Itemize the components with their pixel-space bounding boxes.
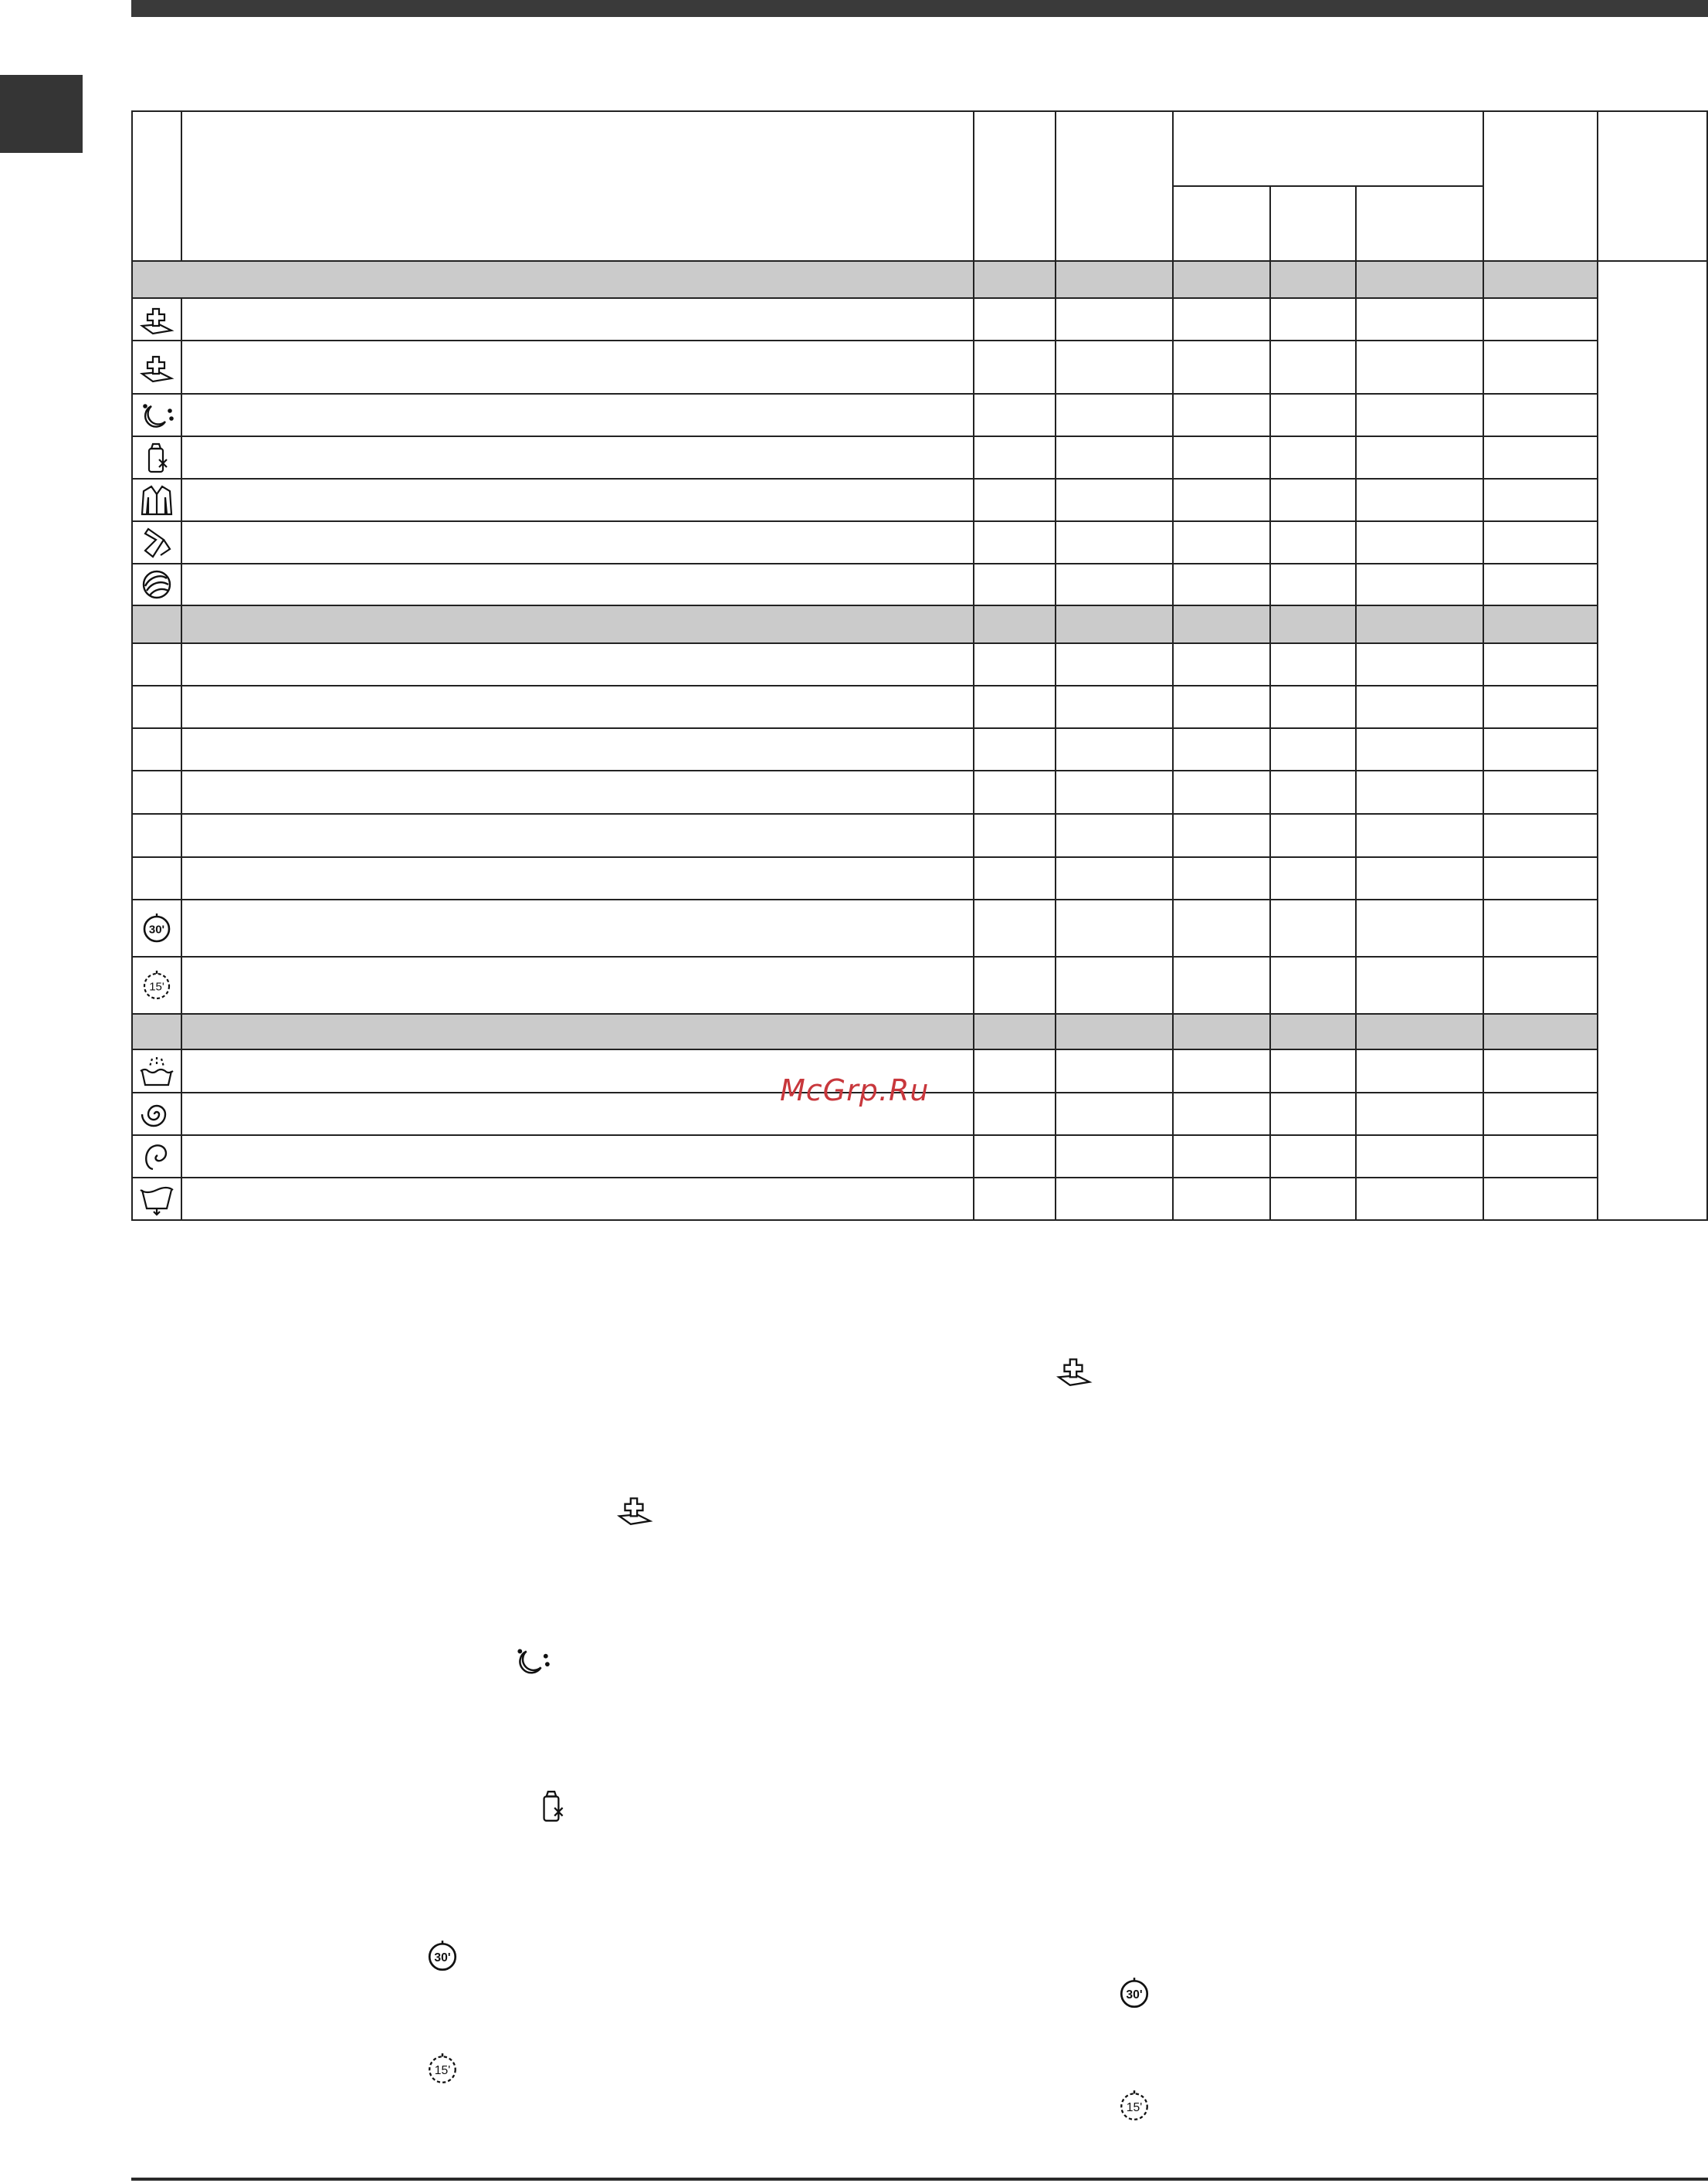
timer-30-icon [422, 1938, 463, 1978]
timer-15-icon [422, 2051, 463, 2090]
baby-bottle-icon [133, 437, 181, 478]
section-band-2 [131, 606, 1597, 643]
drain-basin-icon [133, 1178, 181, 1219]
section-band-3 [131, 1014, 1597, 1049]
wool-icon [133, 564, 181, 605]
rinse-basin-icon [133, 1050, 181, 1092]
cross-cloth-icon [614, 1492, 656, 1531]
header-bar [131, 0, 1708, 17]
timer-30-label: 30' [148, 923, 165, 937]
shirt-icon [133, 480, 181, 520]
svg-text:30': 30' [434, 1951, 451, 1964]
watermark: McGrp.Ru [780, 1073, 930, 1107]
timer-30-icon [133, 900, 181, 956]
night-moon-icon [133, 395, 181, 436]
language-tab [0, 75, 83, 153]
svg-text:15': 15' [1126, 2100, 1143, 2114]
section-band-1 [131, 262, 1597, 297]
drain-spin-icon [133, 1136, 181, 1177]
cross-cloth-icon [133, 299, 181, 340]
svg-text:15': 15' [434, 2063, 451, 2077]
spin-spiral-icon [133, 1093, 181, 1134]
timer-15-label: 15' [149, 980, 164, 994]
night-moon-icon [511, 1643, 553, 1683]
timer-15-icon [133, 958, 181, 1013]
timer-15-icon [1113, 2088, 1155, 2127]
baby-bottle-icon [531, 1788, 573, 1828]
svg-text:30': 30' [1126, 1988, 1143, 2002]
timer-30-icon [1113, 1975, 1155, 2015]
silk-scarf-icon [133, 522, 181, 563]
cross-cloth-icon [1053, 1353, 1095, 1392]
cross-cloth-icon [133, 341, 181, 393]
footer-rule [131, 2178, 1708, 2181]
